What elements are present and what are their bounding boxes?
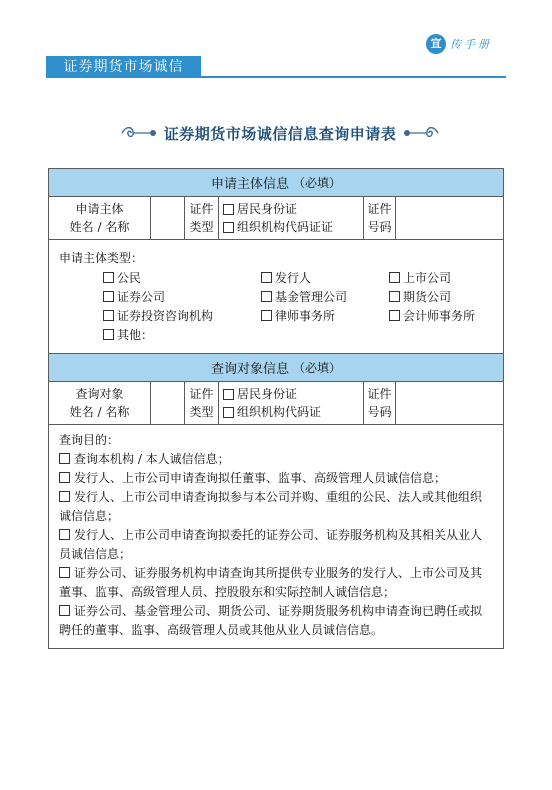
purpose-option-text: 证券公司、基金管理公司、期货公司、证券期货服务机构申请查询已聘任或拟聘任的董事、监事、高级管理人员或其他从业人员诚信信息。 — [59, 604, 483, 637]
ornament-right-icon — [402, 124, 440, 142]
option-label: 基金管理公司 — [275, 289, 348, 304]
applicant-cert-no-field[interactable] — [396, 197, 503, 239]
option-label: 其他： — [117, 327, 154, 342]
query-section-title: 查询对象信息 — [210, 362, 289, 377]
option-label: 期货公司 — [403, 289, 452, 304]
subject-type-label: 申请主体类型： — [59, 251, 144, 265]
purpose-option-text: 发行人、上市公司申请查询拟委托的证券公司、证券服务机构及其相关从业人员诚信信息； — [59, 528, 483, 561]
form-title — [110, 120, 450, 146]
query-section-header — [49, 354, 503, 382]
applicant-cert-type-label-line2: 类型 — [189, 220, 214, 234]
query-purpose-block — [49, 425, 503, 648]
applicant-required-note: （必填） — [293, 176, 342, 190]
checkbox[interactable] — [389, 291, 400, 302]
applicant-cert-no-label — [364, 197, 396, 239]
subject-type-option[interactable] — [103, 287, 261, 305]
purpose-option-text: 发行人、上市公司申请查询拟任董事、监事、高级管理人员诚信信息； — [74, 471, 447, 485]
subject-type-options — [59, 268, 493, 343]
purpose-option-text: 发行人、上市公司申请查询拟参与本公司并购、重组的公民、法人或其他组织诚信信息； — [59, 490, 483, 523]
checkbox[interactable] — [389, 272, 400, 283]
checkbox[interactable] — [59, 491, 70, 502]
subject-type-option[interactable] — [103, 268, 261, 286]
option-label: 证券公司 — [117, 289, 166, 304]
subject-type-option[interactable] — [261, 306, 389, 324]
query-name-label — [49, 382, 151, 424]
query-cert-no-field[interactable] — [396, 382, 503, 424]
option-label: 律师事务所 — [275, 308, 336, 323]
checkbox[interactable] — [261, 291, 272, 302]
brand-mark — [426, 33, 492, 55]
option-label: 证券投资咨询机构 — [117, 308, 214, 323]
applicant-id-row — [49, 197, 503, 240]
subject-type-block — [49, 240, 503, 354]
checkbox[interactable] — [223, 389, 234, 400]
query-cert-type-label-line1: 证件 — [189, 387, 214, 401]
subject-type-option[interactable] — [389, 268, 493, 286]
query-cert-no-label-line1: 证件 — [367, 387, 392, 401]
applicant-section-header — [49, 169, 503, 197]
purpose-option-text: 查询本机构 / 本人诚信信息； — [74, 452, 230, 466]
query-cert-type-label-line2: 类型 — [189, 405, 214, 419]
checkbox[interactable] — [223, 407, 234, 418]
query-name-label-line2: 姓名 / 名称 — [69, 405, 130, 419]
checkbox[interactable] — [103, 291, 114, 302]
purpose-option[interactable] — [59, 526, 493, 564]
purpose-option[interactable] — [59, 469, 493, 488]
checkbox[interactable] — [103, 310, 114, 321]
applicant-cert-type-label — [185, 197, 219, 239]
query-name-label-line1: 查询对象 — [75, 387, 124, 401]
query-required-note: （必填） — [293, 361, 342, 375]
option-label: 会计师事务所 — [403, 308, 476, 323]
option-label: 组织机构代码证 — [237, 405, 322, 419]
applicant-cert-no-label-line2: 号码 — [367, 220, 392, 234]
query-cert-options — [219, 382, 364, 424]
checkbox[interactable] — [59, 567, 70, 578]
checkbox[interactable] — [59, 472, 70, 483]
purpose-option[interactable] — [59, 450, 493, 469]
query-name-field[interactable] — [151, 382, 185, 424]
purpose-option-text: 证券公司、证券服务机构申请查询其所提供专业服务的发行人、上市公司及其董事、监事、高级管理人员、控股股东和实际控制人诚信信息； — [59, 566, 483, 599]
application-form — [48, 168, 504, 649]
option-label: 公民 — [117, 270, 142, 285]
brand-text: 传手册 — [450, 38, 492, 51]
subject-type-option[interactable] — [103, 325, 261, 343]
subject-type-option[interactable] — [103, 306, 261, 324]
checkbox[interactable] — [59, 529, 70, 540]
applicant-cert-type-label-line1: 证件 — [189, 202, 214, 216]
option-label: 发行人 — [275, 270, 312, 285]
applicant-cert-options — [219, 197, 364, 239]
form-title-text: 证券期货市场诚信信息查询申请表 — [163, 124, 397, 143]
header-rule — [201, 56, 506, 78]
checkbox[interactable] — [261, 310, 272, 321]
applicant-cert-option[interactable] — [223, 200, 297, 218]
query-cert-no-label-line2: 号码 — [367, 405, 392, 419]
purpose-option[interactable] — [59, 488, 493, 526]
query-id-row — [49, 382, 503, 425]
query-cert-option[interactable] — [223, 385, 297, 403]
section-tag: 证券期货市场诚信 — [46, 56, 201, 78]
applicant-name-field[interactable] — [151, 197, 185, 239]
option-label: 组织机构代码证证 — [237, 220, 334, 234]
subject-type-option[interactable] — [261, 287, 389, 305]
section-header — [46, 56, 506, 78]
purpose-option[interactable] — [59, 602, 493, 640]
option-label: 居民身份证 — [237, 202, 298, 216]
applicant-cert-option[interactable] — [223, 218, 333, 236]
ornament-left-icon — [120, 124, 158, 142]
subject-type-option[interactable] — [389, 306, 493, 324]
query-cert-option[interactable] — [223, 403, 321, 421]
checkbox[interactable] — [389, 310, 400, 321]
applicant-name-label — [49, 197, 151, 239]
query-cert-no-label — [364, 382, 396, 424]
applicant-name-label-line2: 姓名 / 名称 — [69, 220, 130, 234]
checkbox[interactable] — [223, 222, 234, 233]
checkbox[interactable] — [59, 605, 70, 616]
applicant-section-title: 申请主体信息 — [210, 177, 289, 192]
checkbox[interactable] — [223, 204, 234, 215]
query-purpose-label: 查询目的： — [59, 433, 120, 447]
applicant-name-label-line1: 申请主体 — [75, 202, 124, 216]
option-label: 居民身份证 — [237, 387, 298, 401]
query-cert-type-label — [185, 382, 219, 424]
checkbox[interactable] — [261, 272, 272, 283]
subject-type-option[interactable] — [389, 287, 493, 305]
purpose-option[interactable] — [59, 564, 493, 602]
option-label: 上市公司 — [403, 270, 452, 285]
applicant-cert-no-label-line1: 证件 — [367, 202, 392, 216]
brand-badge-icon: 宣 — [426, 34, 446, 54]
subject-type-option[interactable] — [261, 268, 389, 286]
checkbox[interactable] — [103, 272, 114, 283]
checkbox[interactable] — [59, 453, 70, 464]
checkbox[interactable] — [103, 329, 114, 340]
